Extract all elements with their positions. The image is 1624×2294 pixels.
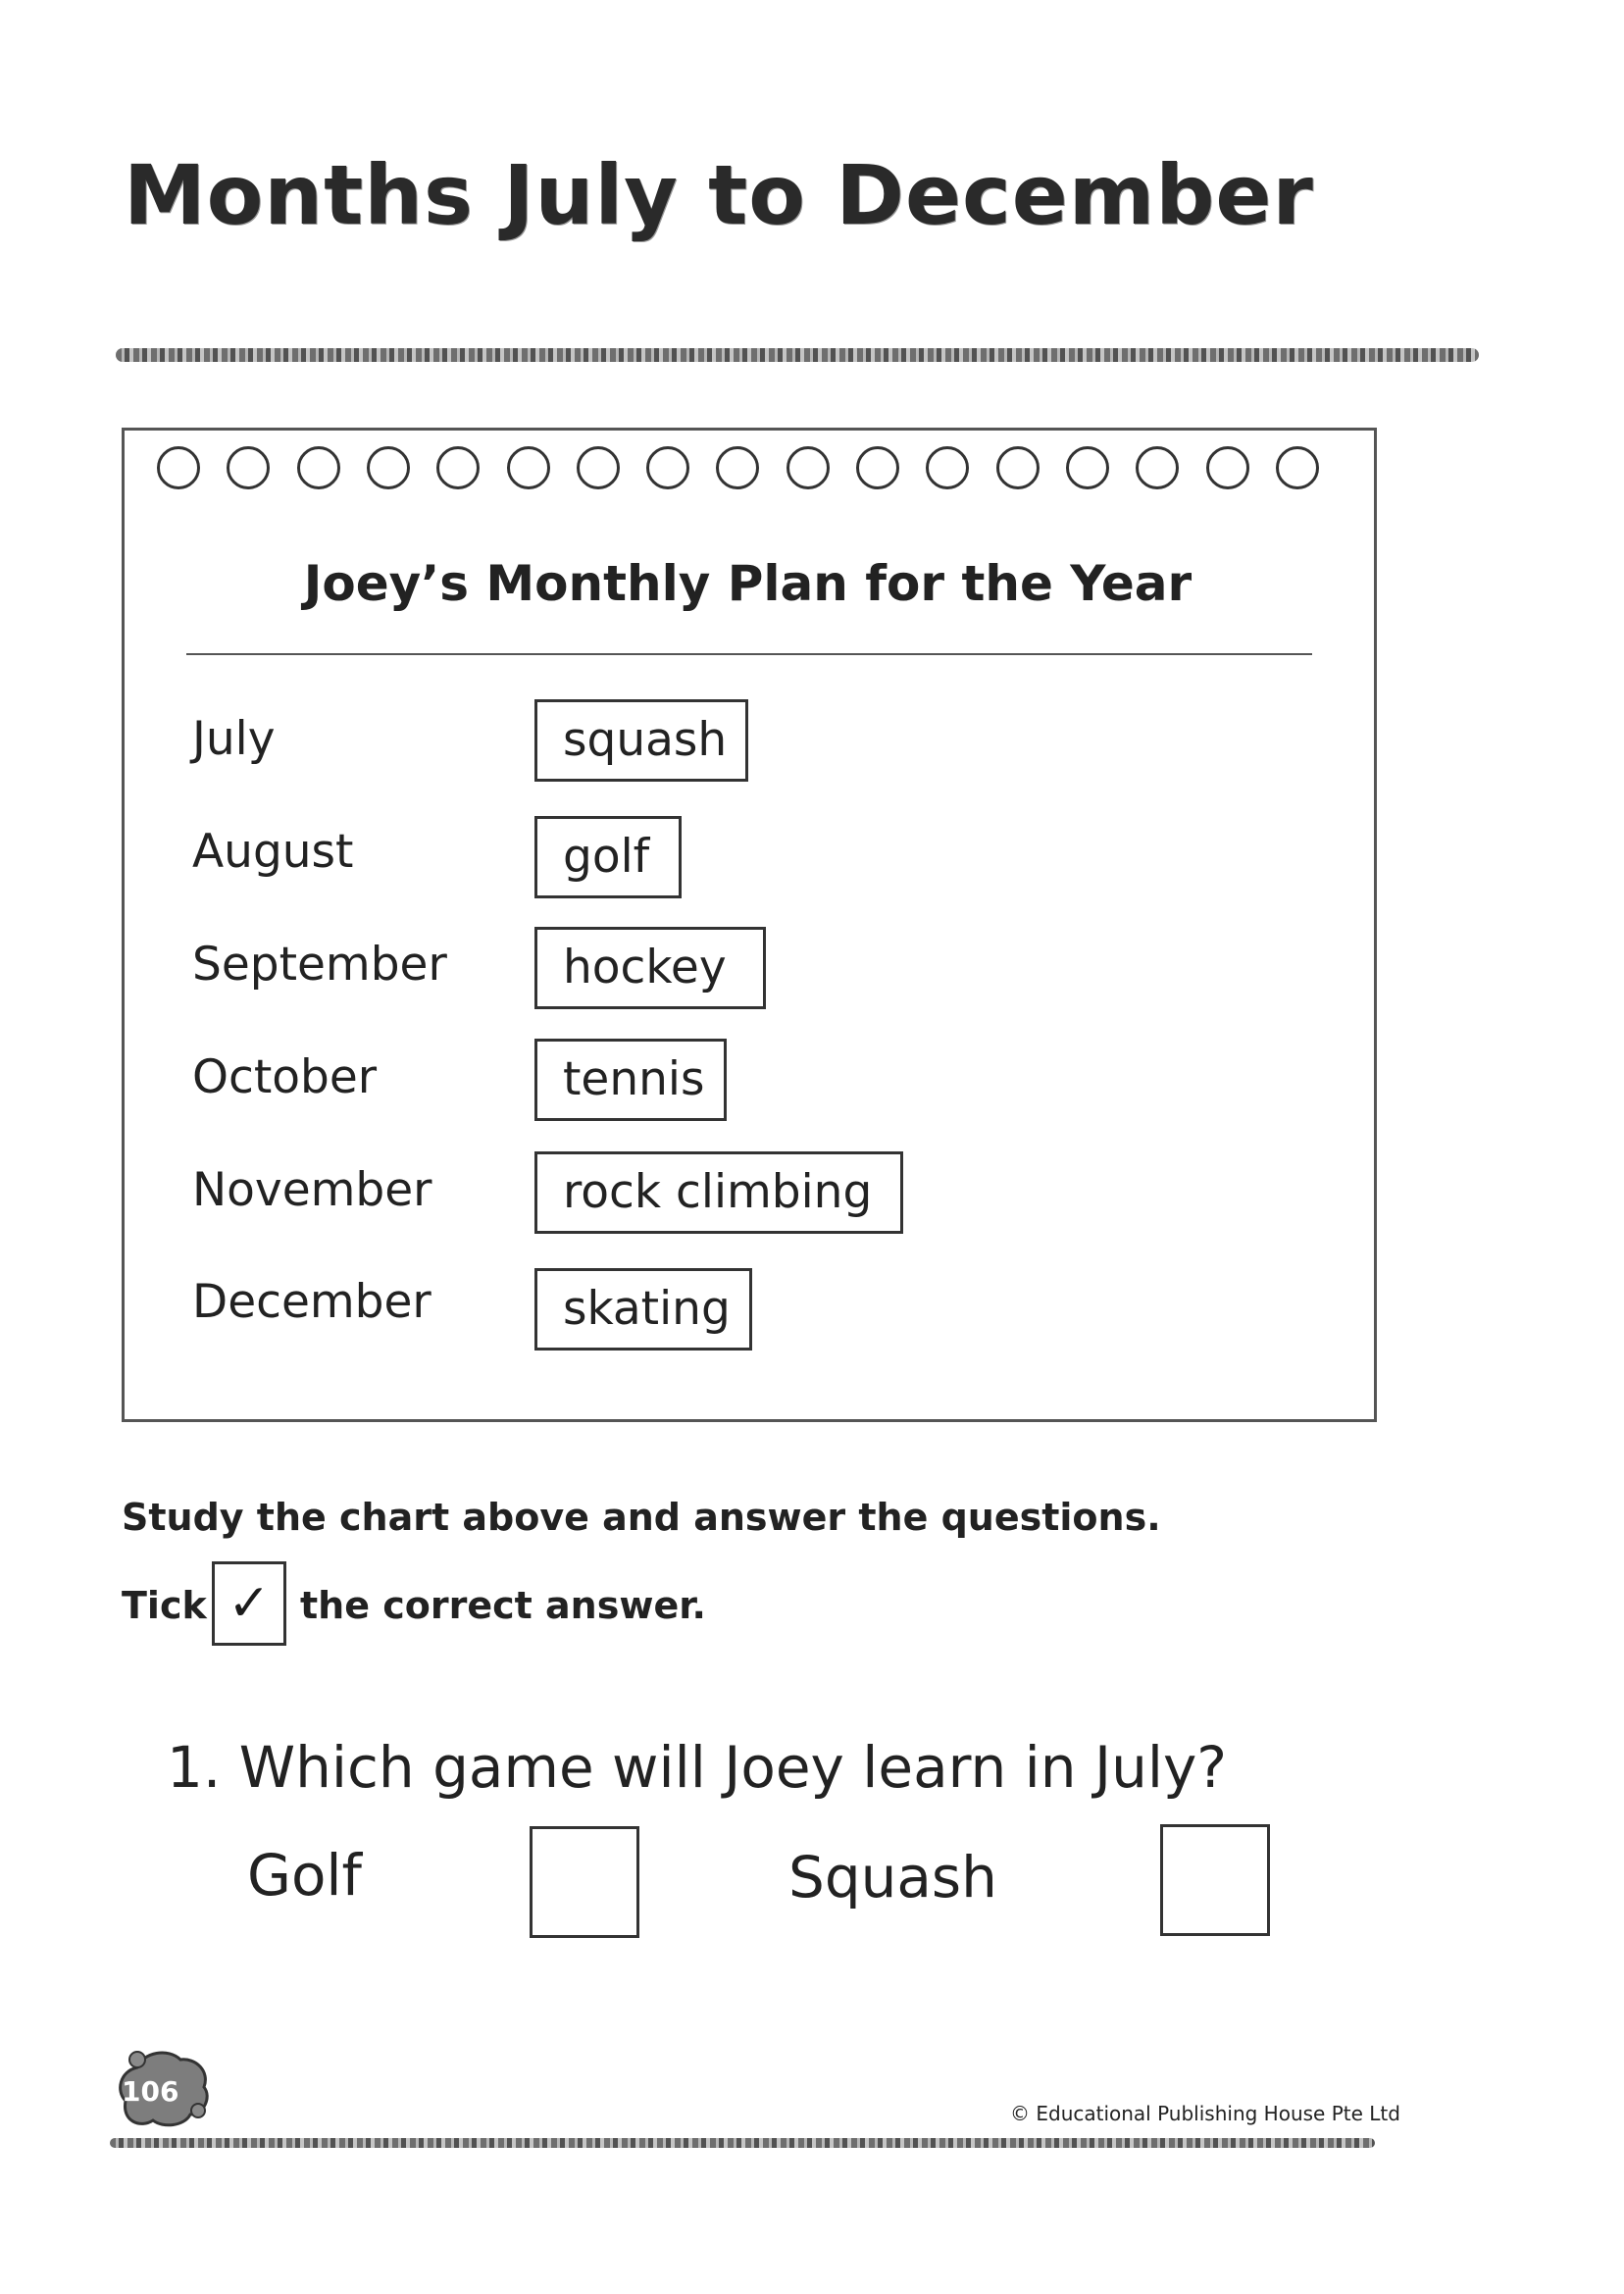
notebook-ring	[577, 446, 620, 489]
title-divider	[116, 348, 1479, 362]
notebook-ring	[1206, 446, 1249, 489]
notebook-ring	[926, 446, 969, 489]
page-number: 106	[122, 2075, 179, 2108]
option-golf-checkbox[interactable]	[530, 1826, 639, 1938]
footer-divider	[110, 2138, 1375, 2148]
notebook-ring	[716, 446, 759, 489]
month-november: November	[192, 1163, 432, 1217]
instruction-study-chart: Study the chart above and answer the questions.	[122, 1496, 1161, 1539]
activity-august: golf	[534, 816, 682, 898]
tick-example-box	[212, 1561, 286, 1646]
notebook-ring	[787, 446, 830, 489]
notebook-ring	[1136, 446, 1179, 489]
notebook-ring	[436, 446, 480, 489]
notebook-ring	[646, 446, 689, 489]
activity-november: rock climbing	[534, 1151, 903, 1234]
month-september: September	[192, 938, 447, 992]
notebook-ring	[1066, 446, 1109, 489]
notebook-ring	[227, 446, 270, 489]
activity-july: squash	[534, 699, 748, 782]
activity-december: skating	[534, 1268, 752, 1351]
notebook-rings	[157, 446, 1344, 493]
notebook-ring	[1276, 446, 1319, 489]
option-squash-label: Squash	[788, 1844, 997, 1911]
notebook-ring	[507, 446, 550, 489]
activity-september: hockey	[534, 927, 766, 1009]
copyright-notice: © Educational Publishing House Pte Ltd	[1010, 2102, 1400, 2125]
notebook-ring	[297, 446, 340, 489]
notebook-ring	[157, 446, 200, 489]
plan-title-rule	[186, 653, 1312, 655]
option-golf-label: Golf	[247, 1842, 362, 1909]
month-august: August	[192, 825, 354, 879]
instruction-tick-label: Tick	[122, 1584, 207, 1627]
month-july: July	[192, 712, 276, 766]
question-1-text: 1. Which game will Joey learn in July?	[167, 1734, 1228, 1801]
activity-october: tennis	[534, 1039, 727, 1121]
option-squash-checkbox[interactable]	[1160, 1824, 1270, 1936]
month-october: October	[192, 1050, 378, 1104]
plan-title: Joey’s Monthly Plan for the Year	[303, 555, 1193, 612]
notebook-ring	[367, 446, 410, 489]
page-title: Months July to December	[124, 147, 1314, 243]
notebook-ring	[856, 446, 899, 489]
instruction-correct-answer: the correct answer.	[300, 1584, 706, 1627]
month-december: December	[192, 1275, 431, 1329]
notebook-ring	[996, 446, 1040, 489]
checkmark-icon: ✓	[228, 1574, 271, 1633]
